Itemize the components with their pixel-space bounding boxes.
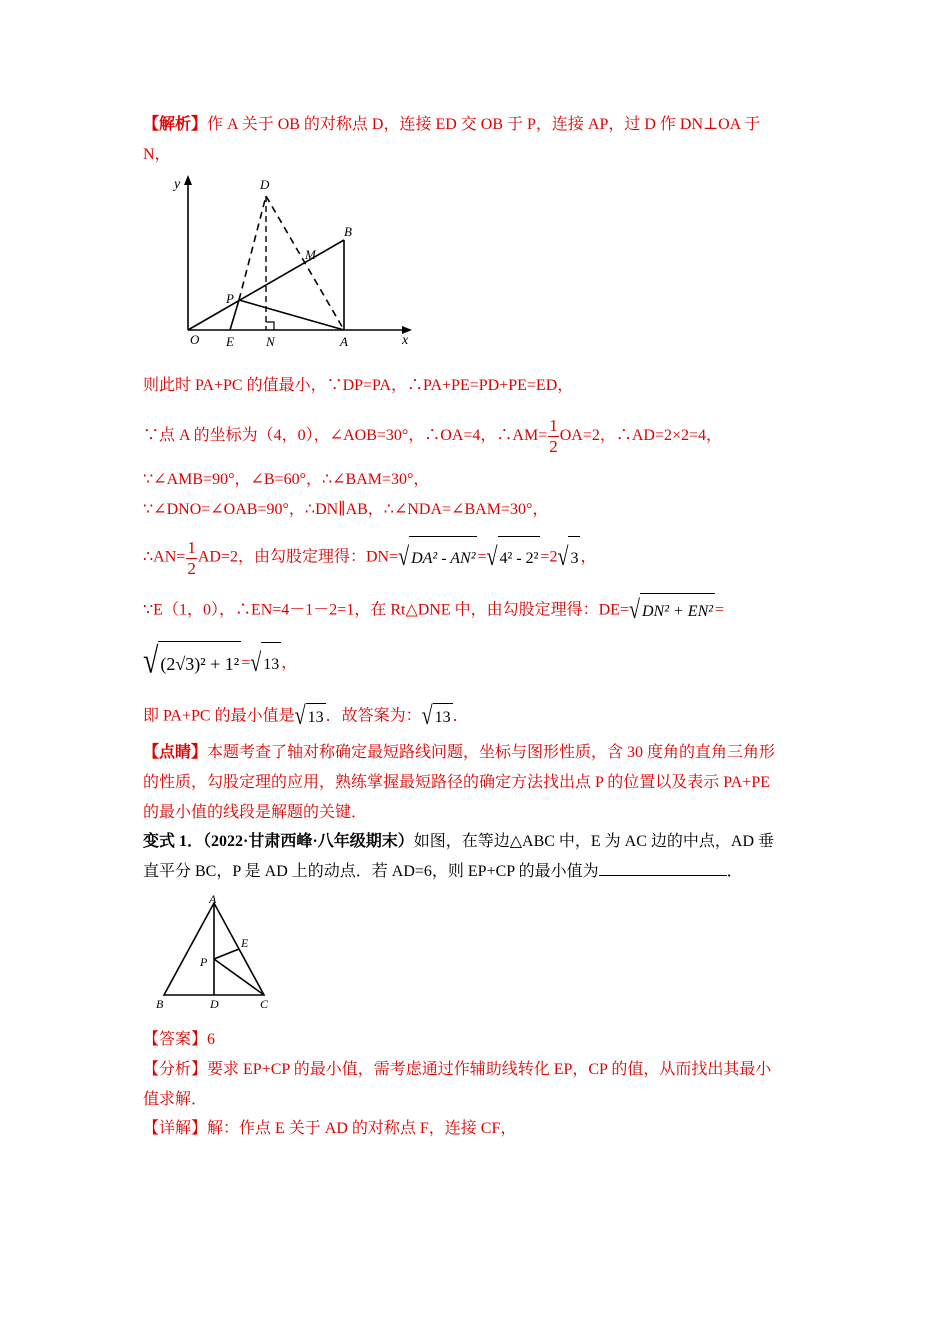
sqrt-2root3-sq-plus-1: √ (2√3)² + 1² <box>143 640 241 688</box>
equals: = <box>715 601 725 619</box>
label-D: D <box>210 997 219 1011</box>
period: ． <box>452 707 469 725</box>
analysis-tag: 【解析】 <box>143 116 208 133</box>
answer-line <box>143 1029 810 1051</box>
fenxi-line-2: 值求解． <box>143 1091 208 1108</box>
equals-2: =2 <box>540 548 558 566</box>
comment-line-1 <box>143 742 810 764</box>
step-2-text-a: ∵点 A 的坐标为（4，0），∠AOB=30°，∴OA=4，∴AM= <box>143 427 548 445</box>
variant-label: 变式 1． <box>143 833 204 850</box>
step-2-text-b: OA=2，∴AD=2×2=4， <box>559 427 723 445</box>
label-M: M <box>305 247 316 262</box>
step-2 <box>143 416 810 457</box>
analysis-line-2: N， <box>143 146 171 163</box>
comment-text-1: 本题考查了轴对称确定最短路线问题，坐标与图形性质，含 30 度角的直角三角形 <box>207 744 776 761</box>
step-5-text-a: ∴AN= <box>143 548 186 566</box>
fenxi-text-1: 要求 EP+CP 的最小值，需考虑通过作辅助线转化 EP，CP 的值，从而找出其最小 <box>207 1061 772 1078</box>
radicand: 4² - 2² <box>498 536 541 581</box>
sqrt-DN2-EN2: √ DN² + EN² <box>629 592 715 630</box>
segment-PD-dashed <box>239 196 266 300</box>
step-4: ∵∠DNO=∠OAB=90°，∴DN∥AB，∴∠NDA=∠BAM=30°， <box>143 501 549 518</box>
analysis-text-1: 作 A 关于 OB 的对称点 D，连接 ED 交 OB 于 P，连接 AP，过 D 作 DN⊥OA 于 <box>207 116 761 133</box>
sqrt-13: √ 13 <box>421 701 451 731</box>
step-8-text-a: 即 PA+PC 的最小值是 <box>143 707 295 725</box>
radicand: (2√3)² + 1² <box>158 641 241 686</box>
label-B: B <box>156 997 164 1011</box>
step-6 <box>143 592 810 630</box>
fenxi-tag: 【分析】 <box>143 1061 208 1078</box>
step-3: ∵∠AMB=90°，∠B=60°，∴∠BAM=30°， <box>143 471 430 488</box>
answer-tag: 【答案】 <box>143 1031 208 1048</box>
radicand: 13 <box>306 703 326 732</box>
step-8 <box>143 702 810 732</box>
label-B: B <box>344 224 352 239</box>
sqrt-3: √ 3 <box>557 535 580 581</box>
fraction-half <box>548 416 559 457</box>
fraction-half <box>186 538 197 579</box>
figure-coordinate-diagram <box>140 170 420 355</box>
label-E: E <box>241 936 249 950</box>
sqrt-DA2-AN2: √ DA² - AN² <box>398 535 477 581</box>
fraction-numerator: 1 <box>549 416 558 435</box>
detail-tag: 【详解】 <box>143 1120 208 1137</box>
sqrt-4sq-2sq: √ 4² - 2² <box>487 535 541 581</box>
y-axis-arrow <box>184 175 192 185</box>
label-O: O <box>190 332 200 347</box>
fenxi-line-1 <box>143 1059 810 1081</box>
step-5 <box>143 535 810 581</box>
step-1: 则此时 PA+PC 的值最小，∵DP=PA，∴PA+PE=PD+PE=ED， <box>143 377 574 394</box>
sqrt-13: √ 13 <box>294 701 324 731</box>
step-7 <box>143 640 810 688</box>
fraction-denominator: 2 <box>549 437 558 456</box>
detail-text-1: 解：作点 E 关于 AD 的对称点 F，连接 CF， <box>207 1120 517 1137</box>
comment-line-2: 的性质，勾股定理的应用，熟练掌握最短路径的确定方法找出点 P 的位置以及表示 PA+PE <box>143 774 770 791</box>
label-N: N <box>266 334 275 349</box>
sqrt-13: √ 13 <box>250 641 281 687</box>
variant-line-2 <box>143 861 810 883</box>
label-C: C <box>260 997 269 1011</box>
variant-line-1 <box>143 831 810 853</box>
radicand: DN² + EN² <box>640 593 715 630</box>
label-A: A <box>340 334 348 349</box>
answer-blank[interactable] <box>599 861 727 876</box>
label-A: A <box>209 893 217 906</box>
comma: ， <box>580 548 597 566</box>
label-x: x <box>402 333 409 348</box>
variant-text-1: 如图，在等边△ABC 中，E 为 AC 边的中点，AD 垂 <box>413 833 775 850</box>
label-y: y <box>174 177 181 192</box>
label-D: D <box>260 177 270 192</box>
analysis-line-1 <box>143 114 810 136</box>
figure-equilateral-triangle <box>150 893 290 1013</box>
segment-PE <box>214 949 239 959</box>
period: ． <box>726 863 743 880</box>
radicand: 13 <box>433 703 453 732</box>
variant-text-2: 直平分 BC，P 是 AD 上的动点．若 AD=6，则 EP+CP 的最小值为 <box>143 863 599 880</box>
label-E: E <box>226 334 234 349</box>
fraction-denominator: 2 <box>187 558 196 578</box>
step-5-text-b: AD=2，由勾股定理得：DN= <box>197 548 399 566</box>
radicand: DA² - AN² <box>409 536 477 581</box>
comment-tag: 【点睛】 <box>143 744 208 761</box>
radicand: 13 <box>261 642 281 687</box>
step-8-text-b: ．故答案为： <box>325 707 422 725</box>
label-P: P <box>200 955 208 969</box>
equals: = <box>477 548 487 566</box>
answer-value: 6 <box>207 1031 216 1048</box>
variant-source: （2022·甘肃西峰·八年级期末） <box>203 833 414 850</box>
radicand: 3 <box>568 536 580 581</box>
comma: ， <box>281 654 298 672</box>
equals: = <box>241 654 251 672</box>
segment-PC <box>214 959 264 995</box>
comment-line-3: 的最小值的线段是解题的关键． <box>143 804 368 821</box>
label-P: P <box>226 291 234 306</box>
fraction-numerator: 1 <box>187 537 196 557</box>
right-angle-mark <box>266 322 274 330</box>
segment-DA-dashed <box>266 196 344 330</box>
step-6-text: ∵E（1，0），∴EN=4－1－2=1，在 Rt△DNE 中，由勾股定理得：DE= <box>143 601 629 619</box>
detail-line-1 <box>143 1118 810 1140</box>
